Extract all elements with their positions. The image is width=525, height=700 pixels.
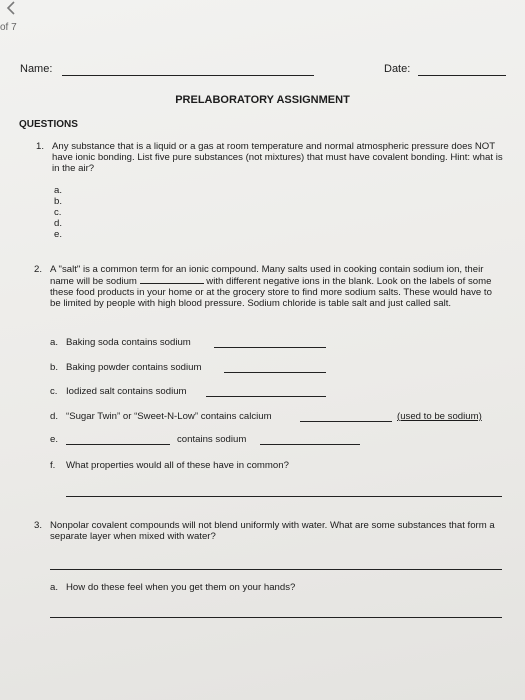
q2-text [50, 264, 505, 309]
name-blank[interactable] [62, 75, 314, 76]
q1-number: 1. [36, 141, 45, 152]
q3-answer-line[interactable] [50, 569, 502, 570]
q1-item-c: c. [54, 207, 62, 218]
date-label: Date: [384, 63, 411, 75]
q2f-text: What properties would all of these have in common? [66, 460, 289, 471]
q2-number: 2. [34, 264, 43, 275]
section-heading: QUESTIONS [19, 119, 78, 130]
q2c-blank[interactable] [206, 396, 326, 397]
q1-text: Any substance that is a liquid or a gas at room temperature and normal atmospheric pressure does NOT have ionic bonding. List five pure substances (not mixtures) that must have covalent bonding. Hint: what is in the air? [52, 141, 503, 174]
q2b-letter: b. [50, 362, 59, 373]
q2-inline-blank[interactable] [140, 275, 204, 284]
page-title: PRELABORATORY ASSIGNMENT [175, 94, 350, 106]
q3-number: 3. [34, 520, 43, 531]
q1-item-a: a. [54, 185, 63, 196]
q2f-answer-line[interactable] [66, 496, 502, 497]
date-blank[interactable] [418, 75, 506, 76]
q2a-blank[interactable] [214, 347, 326, 348]
name-label: Name: [20, 63, 53, 75]
back-button[interactable] [3, 0, 21, 18]
q1-item-b: b. [54, 196, 63, 207]
q1-item-d: d. [54, 218, 63, 229]
q2d-text: “Sugar Twin” or “Sweet-N-Low” contains calcium [66, 411, 272, 422]
q3a-answer-line[interactable] [50, 617, 502, 618]
q2e-letter: e. [50, 434, 59, 445]
q2c-text: Iodized salt contains sodium [66, 386, 187, 397]
q2-text-start: A "salt" is a common term for an ionic compound. Many salts used in cooking contain sodium ion, their name will be sodium [50, 264, 484, 287]
q2d-letter: d. [50, 411, 59, 422]
q3-text: Nonpolar covalent compounds will not blend uniformly with water. What are some substances that form a separate layer when mixed with water? [50, 520, 495, 542]
q3a-letter: a. [50, 582, 59, 593]
q2e-blank-2[interactable] [260, 444, 360, 445]
q2c-letter: c. [50, 386, 58, 397]
q2e-text: contains sodium [177, 434, 247, 445]
q2a-letter: a. [50, 337, 59, 348]
q2-text-end: with different negative ions in the blank. Look on the labels of some these food products in your home or at the grocery store to find more sodium salts. These would have to be limited by people with high blood pressure. Sodium chloride is table salt and just called salt. [50, 276, 492, 309]
q2b-text: Baking powder contains sodium [66, 362, 202, 373]
q2a-text: Baking soda contains sodium [66, 337, 191, 348]
q3a-text: How do these feel when you get them on your hands? [66, 582, 296, 593]
q2d-blank[interactable] [300, 421, 392, 422]
q2d-note: (used to be sodium) [397, 411, 482, 422]
q2e-blank-1[interactable] [66, 444, 170, 445]
q2f-letter: f. [50, 460, 56, 471]
chevron-left-icon [3, 0, 21, 18]
q2b-blank[interactable] [224, 372, 326, 373]
page-indicator: of 7 [0, 22, 17, 33]
q1-item-e: e. [54, 229, 63, 240]
